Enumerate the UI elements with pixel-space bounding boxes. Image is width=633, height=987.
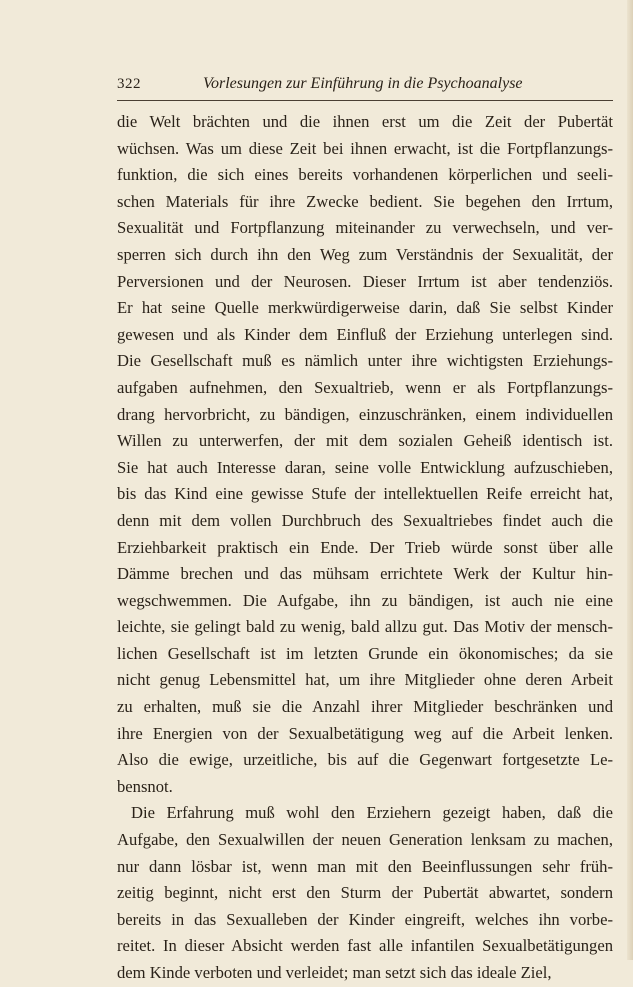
text-line: reitet. In dieser Absicht werden fast alle infantilen Sexualbetätigungen	[117, 936, 613, 956]
text-line: zeitig beginnt, nicht erst den Sturm der Pubertät abwartet, sondern	[117, 883, 613, 903]
header-rule	[117, 100, 613, 101]
text-line: Aufgabe, den Sexualwillen der neuen Generation lenksam zu machen,	[117, 830, 613, 850]
text-line: nur dann lösbar ist, wenn man mit den Beeinflussungen sehr früh-	[117, 856, 613, 876]
text-line: lichen Gesellschaft ist im letzten Grunde ein ökonomisches; da sie	[117, 643, 613, 663]
text-line: bis das Kind eine gewisse Stufe der intellektuellen Reife erreicht hat,	[117, 484, 613, 504]
running-header	[117, 72, 527, 96]
text-line: bensnot.	[117, 776, 173, 796]
text-line: sperren sich durch ihn den Weg zum Verständnis der Sexualität, der	[117, 244, 613, 264]
text-line: funktion, die sich eines bereits vorhandenen körperlichen und seeli-	[117, 165, 613, 185]
text-line: nicht genug Lebensmittel hat, um ihre Mitglieder ohne deren Arbeit	[117, 670, 613, 690]
text-line: wüchsen. Was um diese Zeit bei ihnen erwacht, ist die Fortpflanzungs-	[117, 138, 613, 158]
page-edge	[627, 0, 633, 960]
page-number: 322	[117, 76, 141, 92]
text-line: Dämme brechen und das mühsam errichtete Werk der Kultur hin-	[117, 564, 613, 584]
text-line: Die Erfahrung muß wohl den Erziehern gezeigt haben, daß die	[131, 803, 613, 823]
text-line: bereits in das Sexualleben der Kinder eingreift, welches ihn vorbe-	[117, 909, 613, 929]
text-line: denn mit dem vollen Durchbruch des Sexualtriebes findet auch die	[117, 510, 613, 530]
text-line: Die Gesellschaft muß es nämlich unter ihre wichtigsten Erziehungs-	[117, 351, 613, 371]
text-line: aufgaben aufnehmen, den Sexualtrieb, wenn er als Fortpflanzungs-	[117, 377, 613, 397]
text-line: dem Kinde verboten und verleidet; man setzt sich das ideale Ziel,	[117, 963, 552, 982]
text-line: zu erhalten, muß sie die Anzahl ihrer Mitglieder beschränken und	[117, 697, 613, 717]
paragraph	[117, 109, 613, 800]
text-line: Erziehbarkeit praktisch ein Ende. Der Trieb würde sonst über alle	[117, 537, 613, 557]
text-line: die Welt brächten und die ihnen erst um die Zeit der Pubertät	[117, 112, 613, 131]
text-line: ihre Energien von der Sexualbetätigung weg auf die Arbeit lenken.	[117, 723, 613, 743]
running-title: Vorlesungen zur Einführung in die Psychoanalyse	[203, 75, 523, 92]
text-line: Sie hat auch Interesse daran, seine volle Entwicklung aufzuschieben,	[117, 457, 613, 477]
paragraph	[117, 800, 613, 986]
text-line: Sexualität und Fortpflanzung miteinander zu verwechseln, und ver-	[117, 218, 613, 238]
text-line: Er hat seine Quelle merkwürdigerweise darin, daß Sie selbst Kinder	[117, 298, 613, 318]
text-line: wegschwemmen. Die Aufgabe, ihn zu bändigen, ist auch nie eine	[117, 590, 613, 610]
text-line: schen Materials für ihre Zwecke bedient. Sie begehen den Irrtum,	[117, 191, 613, 211]
text-line: leichte, sie gelingt bald zu wenig, bald allzu gut. Das Motiv der mensch-	[117, 617, 613, 637]
body-text	[117, 109, 613, 987]
text-line: Willen zu unterwerfen, der mit dem sozialen Geheiß identisch ist.	[117, 431, 613, 451]
text-line: gewesen und als Kinder dem Einfluß der Erziehung unterlegen sind.	[117, 324, 613, 344]
text-line: drang hervorbricht, zu bändigen, einzuschränken, einem individuellen	[117, 404, 613, 424]
text-line: Also die ewige, urzeitliche, bis auf die Gegenwart fortgesetzte Le-	[117, 750, 613, 770]
text-line: Perversionen und der Neurosen. Dieser Irrtum ist aber tendenziös.	[117, 271, 613, 291]
